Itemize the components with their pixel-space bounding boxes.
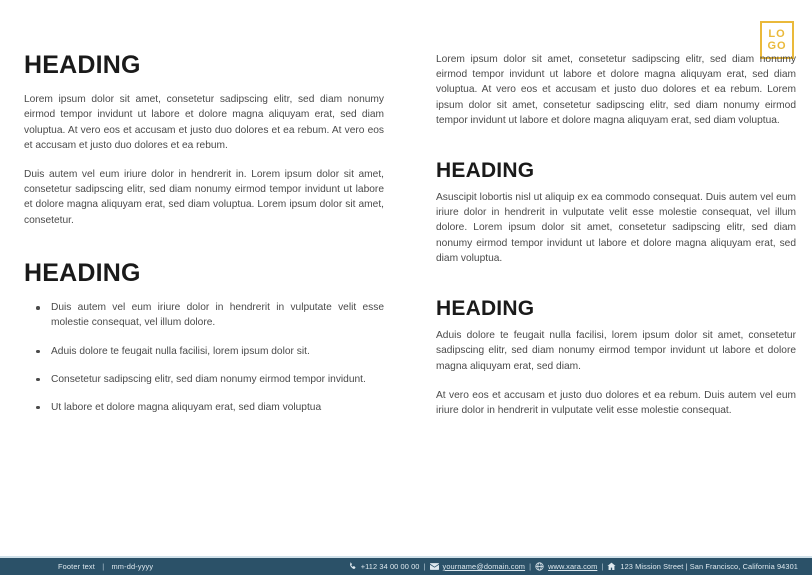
content-area — [0, 52, 812, 555]
logo-line-1: LO — [768, 27, 786, 40]
right-column — [436, 52, 796, 555]
footer-text: Footer text — [58, 562, 95, 571]
footer-separator: | — [102, 562, 105, 571]
footer-phone-number: +112 34 00 00 00 — [360, 562, 420, 571]
right-spacer-2 — [436, 280, 796, 298]
footer-address-text: 123 Mission Street | San Francisco, California 94301 — [620, 562, 798, 571]
footer-date: mm-dd-yyyy — [111, 562, 154, 571]
footer-contact-group — [348, 562, 802, 571]
right-paragraph-4: At vero eos et accusam et justo duo dolores et ea rebum. Duis autem vel eum iriure dolor in hendrerit in vulputate velit esse molestie consequat. — [436, 389, 796, 416]
globe-icon — [535, 562, 544, 571]
footer-separator-3: | — [601, 562, 604, 571]
left-paragraph-1: Lorem ipsum dolor sit amet, consetetur sadipscing elitr, sed diam nonumy eirmod tempor invidunt ut labore et dolore magna aliquyam erat, sed diam voluptua. At vero eos et accusam et justo duo dolores et ea rebum. At vero eos et accusam et justo duo dolores et ea rebum. — [24, 94, 384, 151]
left-bullet-list — [24, 300, 384, 415]
footer-address-item — [607, 562, 798, 571]
right-heading-1: HEADING — [436, 159, 535, 183]
logo-line-2: GO — [767, 39, 787, 52]
footer-website-item — [535, 562, 597, 571]
email-icon — [430, 562, 439, 571]
right-spacer-1 — [436, 142, 796, 160]
footer-email-item — [430, 562, 526, 571]
left-spacer — [24, 242, 384, 260]
left-column — [24, 52, 384, 555]
right-heading-2: HEADING — [436, 297, 535, 321]
home-icon — [607, 562, 616, 571]
list-item: Duis autem vel eum iriure dolor in hendrerit in vulputate velit esse molestie consequat, vel illum dolore. — [24, 300, 384, 330]
footer-separator-1: | — [423, 562, 426, 571]
footer-separator-2: | — [529, 562, 532, 571]
footer-bar — [0, 556, 812, 575]
left-paragraph-2: Duis autem vel eum iriure dolor in hendrerit in. Lorem ipsum dolor sit amet, consetetur sadipscing elitr, sed diam nonumy eirmod tempor invidunt ut labore et dolore magna aliquyam erat, sed diam voluptua. Lorem ipsum dolor sit amet, consetetur. — [24, 169, 384, 226]
footer-email-link[interactable]: yourname@domain.com — [442, 562, 526, 571]
right-paragraph-1: Lorem ipsum dolor sit amet, consetetur sadipscing elitr, sed diam nonumy eirmod tempor invidunt ut labore et dolore magna aliquyam erat, sed diam voluptua. At vero eos et accusam et justo duo dolores et ea rebum. Lorem ipsum dolor sit amet, consetetur sadipscing elitr, sed diam nonumy eirmod tempor invidunt ut labore et dolore magna aliquyam erat, sed diam voluptua. — [436, 54, 796, 126]
footer-phone-item — [348, 562, 420, 571]
footer-website-link[interactable]: www.xara.com — [548, 562, 598, 571]
right-paragraph-2: Asuscipit lobortis nisl ut aliquip ex ea commodo consequat. Duis autem vel eum iriure dolor in hendrerit in vulputate velit esse molestie consequat, vel illum dolore. Lorem ipsum dolor sit amet, consetetur sadipscing elitr, sed diam nonumy eirmod tempor invidunt ut labore et dolore magna aliquyam erat, sed diam voluptua. — [436, 192, 796, 264]
list-item: Aduis dolore te feugait nulla facilisi, lorem ipsum dolor sit. — [24, 344, 384, 359]
list-item: Ut labore et dolore magna aliquyam erat, sed diam voluptua — [24, 400, 384, 415]
phone-icon — [348, 562, 357, 571]
list-item: Consetetur sadipscing elitr, sed diam nonumy eirmod tempor invidunt. — [24, 372, 384, 387]
left-heading-1: HEADING — [24, 51, 141, 79]
right-paragraph-3: Aduis dolore te feugait nulla facilisi, lorem ipsum dolor sit amet, consetetur sadipscing elitr, sed diam nonumy eirmod tempor invidunt ut labore et dolore magna aliquyam erat, sed diam. — [436, 330, 796, 372]
left-heading-2: HEADING — [24, 258, 141, 287]
footer-left-group — [58, 562, 153, 571]
